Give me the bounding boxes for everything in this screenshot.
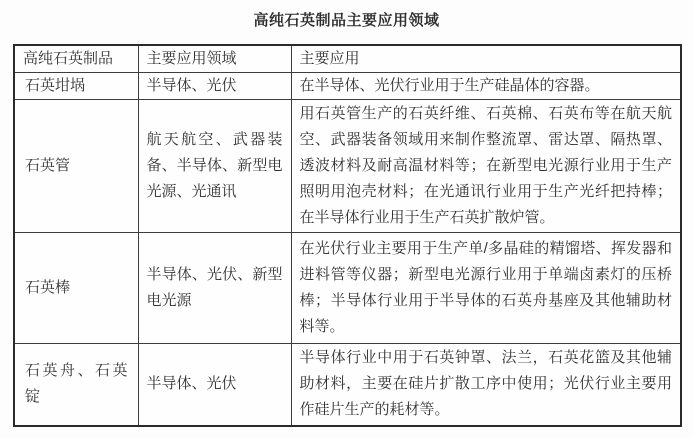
table-row-quartz-rod [14, 233, 681, 344]
application-fields-cell: 半导体、光伏 [138, 73, 291, 100]
main-applications-cell: 在光伏行业主要用于生产单/多晶硅的精馏塔、挥发器和进料管等仪器；新型电光源行业用于单端卤素灯的压桥棒；半导体行业用于半导体的石英舟基座及其他辅助材料等。 [291, 233, 681, 344]
application-fields-cell: 半导体、光伏 [138, 344, 291, 426]
column-header-main-applications: 主要应用 [291, 45, 681, 73]
page-title: 高纯石英制品主要应用领域 [253, 12, 440, 29]
main-applications-cell: 在半导体、光伏行业用于生产硅晶体的容器。 [291, 73, 681, 100]
application-fields-cell: 航天航空、武器装备、半导体、新型电光源、光通讯 [138, 100, 291, 233]
table-header-row [14, 45, 681, 73]
column-header-application-fields: 主要应用领域 [138, 45, 291, 73]
table-row-quartz-boat-ingot [14, 344, 681, 426]
table-row-quartz-crucible [14, 73, 681, 100]
product-cell: 石英舟、石英锭 [14, 344, 138, 426]
main-applications-cell: 半导体行业中用于石英钟罩、法兰，石英花篮及其他辅助材料，主要在硅片扩散工序中使用；光伏行业主要用作硅片生产的耗材等。 [291, 344, 681, 426]
table-row-quartz-tube [14, 100, 681, 233]
product-cell: 石英棒 [14, 233, 138, 344]
column-header-product: 高纯石英制品 [14, 45, 138, 73]
product-cell: 石英坩埚 [14, 73, 138, 100]
application-fields-cell: 半导体、光伏、新型电光源 [138, 233, 291, 344]
main-applications-cell: 用石英管生产的石英纤维、石英棉、石英布等在航天航空、武器装备领域用来制作整流罩、雷达罩、隔热罩、透波材料及耐高温材料等；在新型电光源行业用于生产照明用泡壳材料；在光通讯行业用于生产光纤把持棒；在半导体行业用于生产石英扩散炉管。 [291, 100, 681, 233]
product-cell: 石英管 [14, 100, 138, 233]
quartz-applications-table [13, 44, 682, 427]
